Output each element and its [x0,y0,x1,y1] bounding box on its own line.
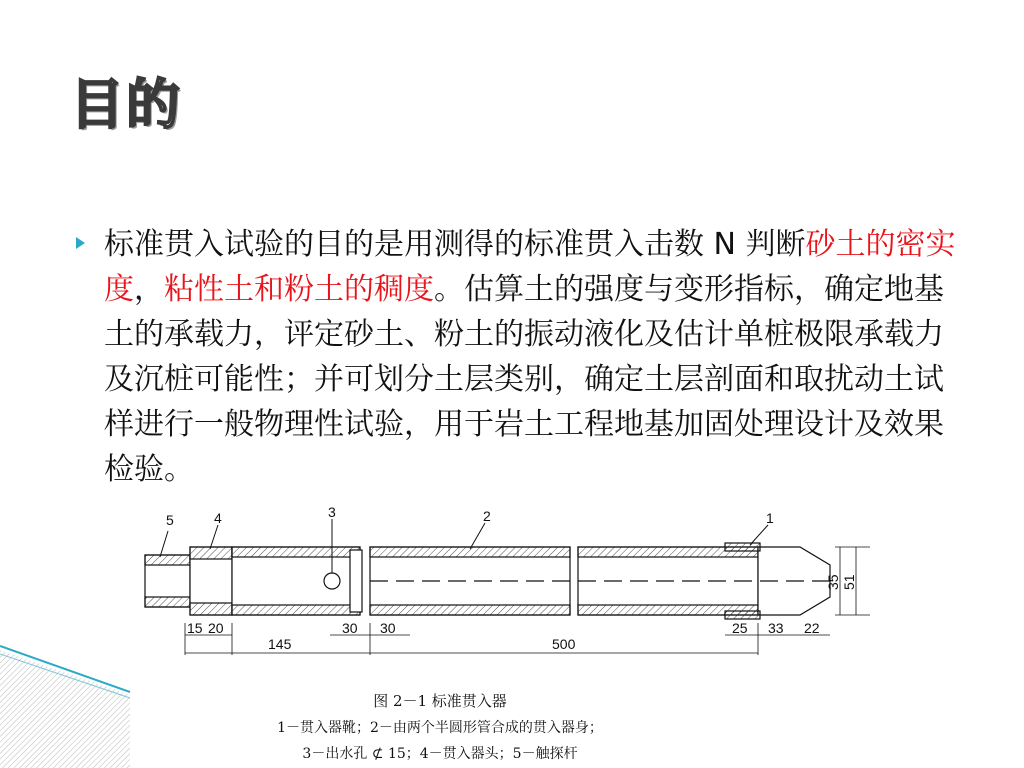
bullet-text-part3: 。估算土的强度与变形指标，确定地基土的承载力，评定砂土、粉土的振动液化及估计单桩极限承载力及沉桩可能性；并可划分土层类别，确定土层剖面和取扰动土试样进行一般物理性试验，用于岩土工程地基加固处理设计及效果检验。 [104,272,944,487]
label-4: 4 [214,510,222,526]
dim-145: 145 [268,636,292,652]
label-3: 3 [328,505,336,520]
label-1: 1 [766,510,774,526]
slide-title: 目的 [70,73,182,136]
bullet-text [104,222,964,492]
dim-51: 51 [841,574,857,590]
bullet-highlight-clay-consistency: 粘性土和粉土的稠度 [164,272,434,307]
spt-sampler-diagram [140,505,870,665]
dim-20: 20 [208,620,224,636]
dim-35: 35 [825,574,841,590]
dim-500: 500 [552,636,576,652]
dim-30b: 30 [380,620,396,636]
bullet-text-part2: ， [134,272,164,307]
bullet-highlight-sand-density: 砂土的密实度 [104,227,956,307]
figure-caption-line1: 1－贯入器靴；2－由两个半圆形管合成的贯入器身； [277,720,603,736]
corner-decoration [0,640,140,768]
dim-22: 22 [804,620,820,636]
bullet-text-part1: 标准贯入试验的目的是用测得的标准贯入击数 N 判断 [104,227,806,262]
label-5: 5 [166,512,174,528]
label-2: 2 [483,508,491,524]
dim-33: 33 [768,620,784,636]
figure-caption-title: 图 2－1 标准贯入器 [373,692,507,710]
dim-15: 15 [187,620,203,636]
dim-30a: 30 [342,620,358,636]
figure-caption-line2: 3－出水孔 ⊄ 15；4－贯入器头；5－触探杆 [302,746,578,762]
bullet-arrow-icon [76,237,85,249]
dim-25: 25 [732,620,748,636]
